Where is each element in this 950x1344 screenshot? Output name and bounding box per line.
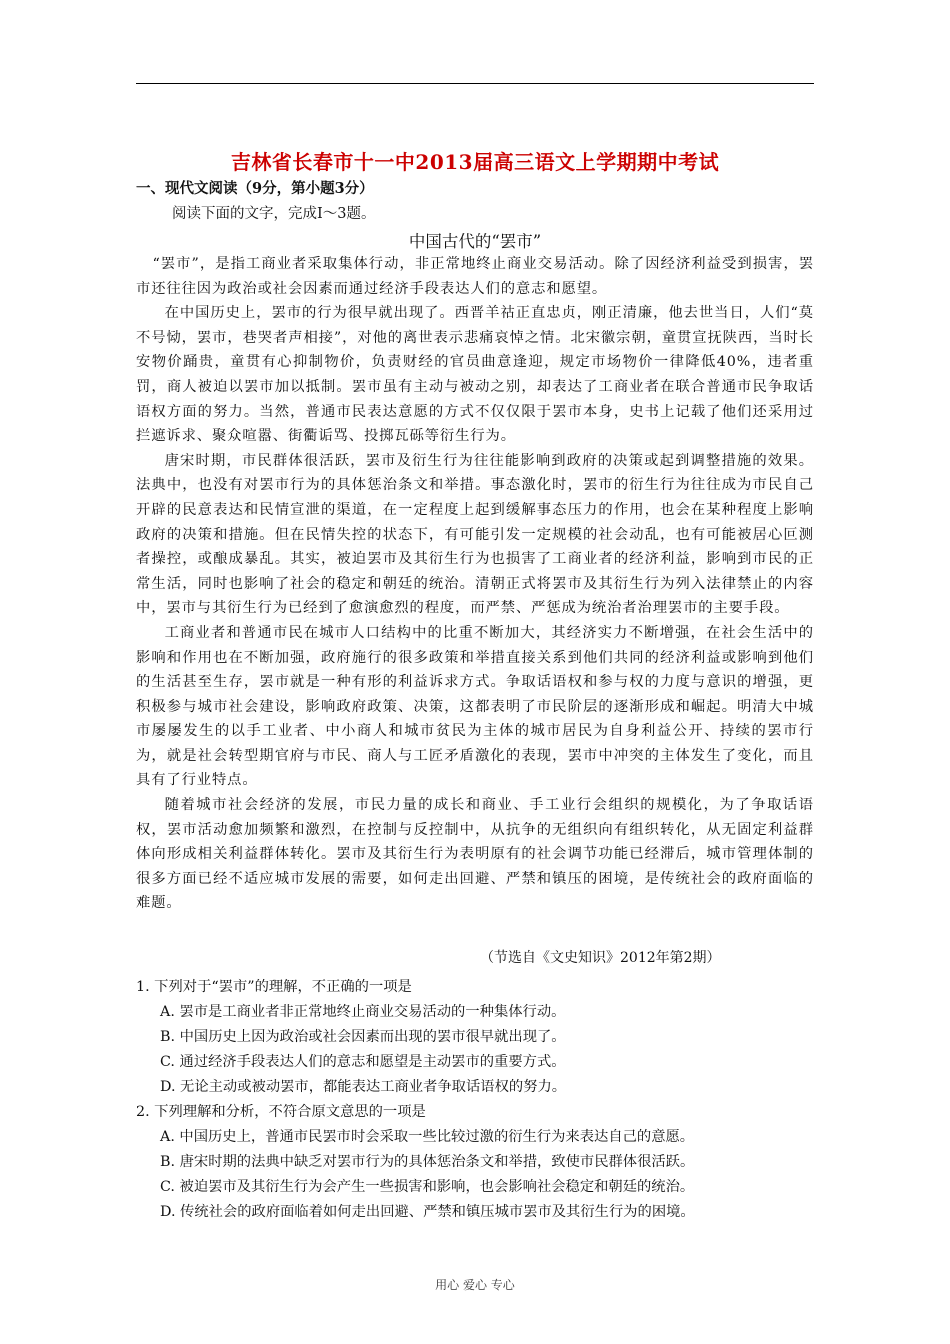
answer-option: D. 传统社会的政府面临着如何走出回避、严禁和镇压城市罢市及其衍生行为的困境。 <box>160 1204 695 1220</box>
page-footer: 用心 爱心 专心 <box>435 1278 515 1292</box>
answer-option: B. 中国历史上因为政治或社会因素而出现的罢市很早就出现了。 <box>160 1029 566 1045</box>
section-heading: 一、现代文阅读（9分，第小题3分） <box>136 180 374 197</box>
answer-option: A. 中国历史上，普通市民罢市时会采取一些比较过激的衍生行为来表达自己的意愿。 <box>160 1129 695 1145</box>
article-paragraph: 工商业者和普通市民在城市人口结构中的比重不断加大，其经济实力不断增强，在社会生活中的影响和作用也在不断加强，政府施行的很多政策和举措直接关系到他们共同的经济利益或影响到他们的生活甚至生存，罢市就是一种有形的利益诉求方式。争取话语权和参与权的力度与意识的增强，更积极参与城市社会建设，影响政府政策、决策，这都表明了市民阶层的逐渐形成和崛起。明清大中城市屡屡发生的以手工业者、中小商人和城市贫民为主体的城市居民为自身利益公开、持续的罢市行为，就是社会转型期官府与市民、商人与工匠矛盾激化的表现，罢市中冲突的主体发生了变化，而且具有了行业特点。 <box>136 624 814 789</box>
article-title: 中国古代的“罢市” <box>408 232 542 251</box>
question-stem: 2. 下列理解和分析，不符合原文意思的一项是 <box>136 1104 426 1120</box>
answer-option: D. 无论主动或被动罢市，都能表达工商业者争取话语权的努力。 <box>160 1079 567 1095</box>
article-paragraph: 唐宋时期，市民群体很活跃，罢市及衍生行为往往能影响到政府的决策或起到调整措施的效果。法典中，也没有对罢市行为的具体惩治条文和举措。事态激化时，罢市的衍生行为往往成为市民自己开辟的民意表达和民情宣泄的渠道，在一定程度上起到缓解事态压力的作用，也会在某种程度上影响政府的决策和措施。但在民情失控的状态下，有可能引发一定规模的社会动乱，也有可能被居心叵测者操控，或酿成暴乱。其实，被迫罢市及其衍生行为也损害了工商业者的经济利益，影响到市民的正常生活，同时也影响了社会的稳定和朝廷的统治。清朝正式将罢市及其衍生行为列入法律禁止的内容中，罢市与其衍生行为已经到了愈演愈烈的程度，而严禁、严惩成为统治者治理罢市的主要手段。 <box>136 452 814 617</box>
answer-option: C. 通过经济手段表达人们的意志和愿望是主动罢市的重要方式。 <box>160 1054 566 1070</box>
article-paragraph: “罢市”，是指工商业者采取集体行动，非正常地终止商业交易活动。除了因经济利益受到损害，罢市还往往因为政治或社会因素而通过经济手段表达人们的意志和愿望。 <box>136 256 814 297</box>
answer-option: C. 被迫罢市及其衍生行为会产生一些损害和影响，也会影响社会稳定和朝廷的统治。 <box>160 1179 695 1195</box>
section-instruction: 阅读下面的文字，完成Ⅰ～3题。 <box>172 206 376 222</box>
answer-option: A. 罢市是工商业者非正常地终止商业交易活动的一种集体行动。 <box>160 1004 566 1020</box>
article-body <box>136 252 814 916</box>
article-source: （节选自《文史知识》2012年第2期） <box>480 950 721 966</box>
document-title: 吉林省长春市十一中2013届高三语文上学期期中考试 <box>230 150 720 174</box>
question-stem: 1. 下列对于“罢市”的理解，不正确的一项是 <box>136 979 412 995</box>
header-rule <box>136 83 814 84</box>
article-paragraph: 在中国历史上，罢市的行为很早就出现了。西晋羊祜正直忠贞，刚正清廉，他去世当日，人们“莫不号恸，罢市，巷哭者声相接”，对他的离世表示悲痛哀悼之情。北宋徽宗朝，童贯宣抚陕西，当时长安物价踊贵，童贯有心抑制物价，负责财经的官员曲意逢迎，规定市场物价一律降低40%，违者重罚，商人被迫以罢市加以抵制。罢市虽有主动与被动之别，却表达了工商业者在联合普通市民争取话语权方面的努力。当然，普通市民表达意愿的方式不仅仅限于罢市本身，史书上记载了他们还采用过拦遮诉求、聚众喧嚣、街衢诟骂、投掷瓦砾等衍生行为。 <box>136 305 814 445</box>
question-list <box>136 975 814 1225</box>
article-paragraph: 随着城市社会经济的发展，市民力量的成长和商业、手工业行会组织的规模化，为了争取话语权，罢市活动愈加频繁和激烈，在控制与反控制中，从抗争的无组织向有组织转化，从无固定利益群体向形成相关利益群体转化。罢市及其衍生行为表明原有的社会调节功能已经滞后，城市管理体制的很多方面已经不适应城市发展的需要，如何走出回避、严禁和镇压的困境，是传统社会的政府面临的难题。 <box>136 797 814 912</box>
answer-option: B. 唐宋时期的法典中缺乏对罢市行为的具体惩治条文和举措，致使市民群体很活跃。 <box>160 1154 695 1170</box>
